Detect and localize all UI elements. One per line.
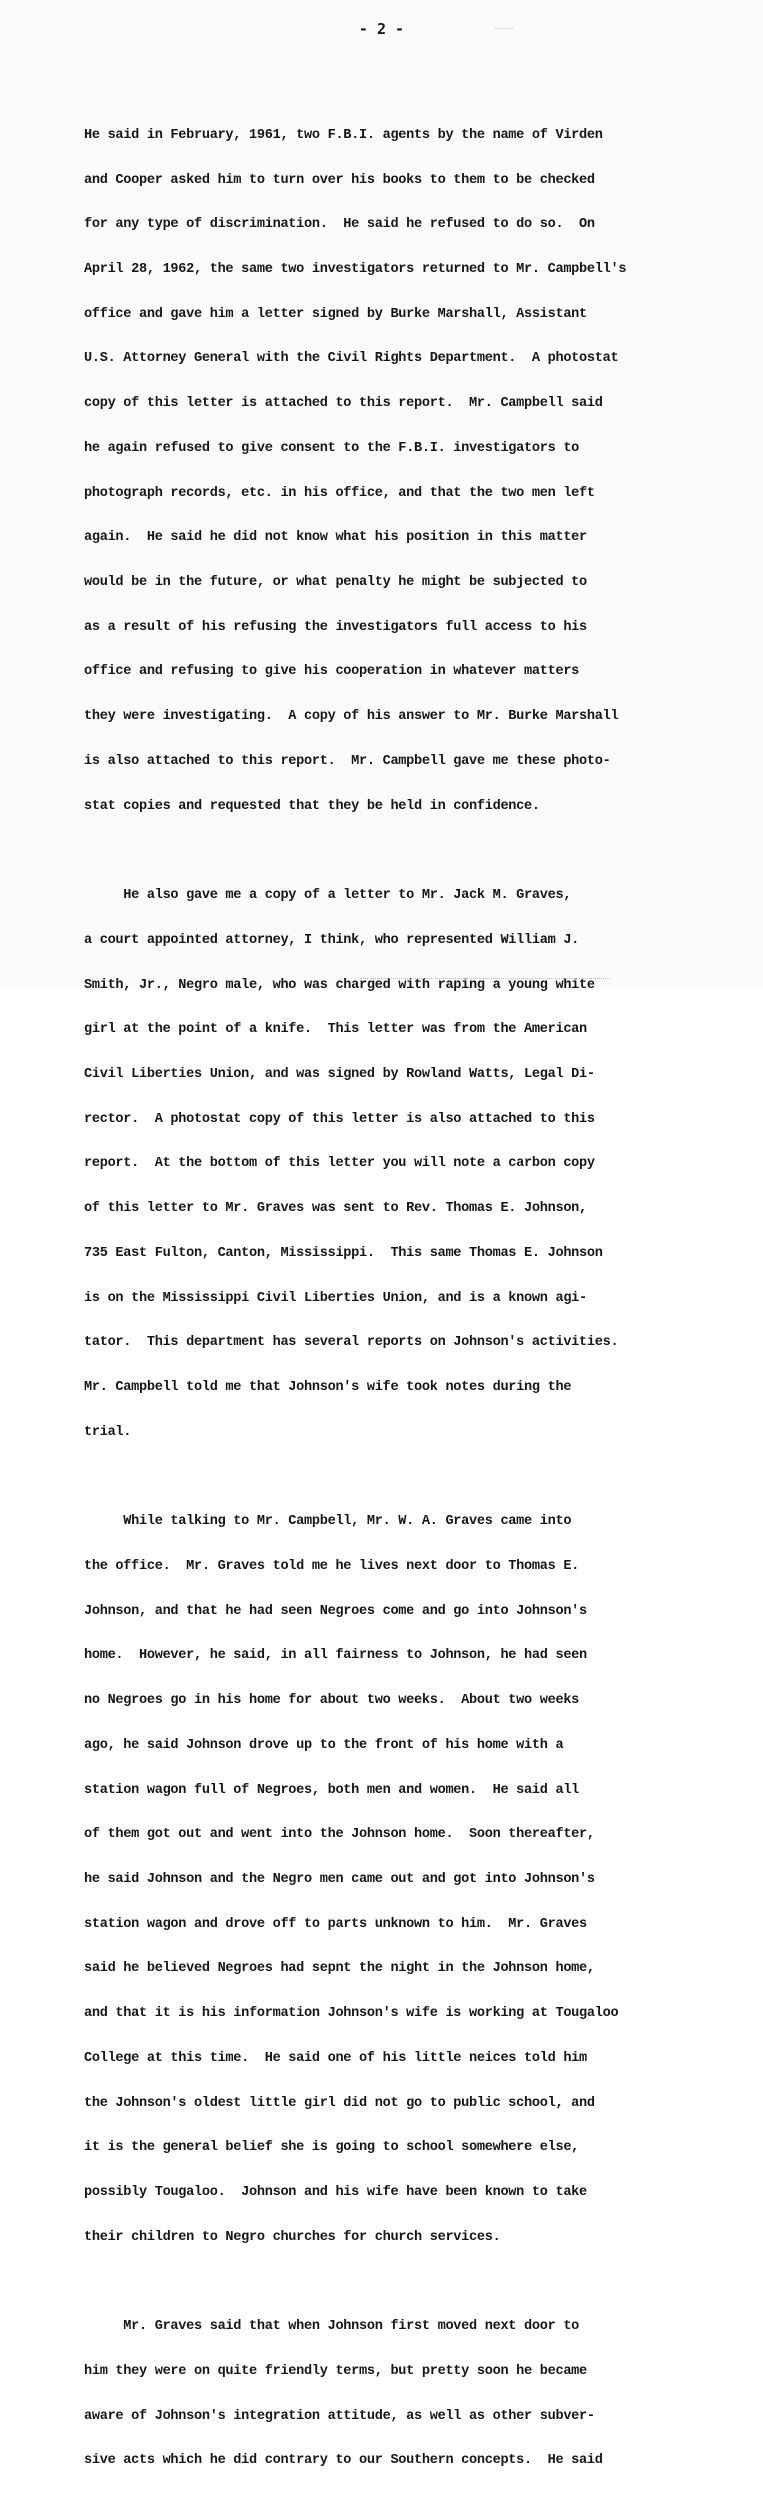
text-line: no Negroes go in his home for about two weeks. About two weeks	[84, 1693, 580, 1709]
text-line: a court appointed attorney, I think, who represented William J.	[84, 932, 580, 948]
text-line: he said Johnson and the Negro men came out and got into Johnson's	[84, 1872, 595, 1888]
paragraph	[84, 99, 704, 844]
text-line: He also gave me a copy of a letter to Mr. Jack M. Graves,	[84, 888, 572, 904]
text-line: stat copies and requested that they be held in confidence.	[84, 798, 540, 814]
text-line: and Cooper asked him to turn over his books to them to be checked	[84, 172, 595, 188]
text-line: would be in the future, or what penalty he might be subjected to	[84, 575, 587, 590]
text-line: sive acts which he did contrary to our Southern concepts. He said	[84, 2453, 603, 2469]
scan-mark	[495, 28, 513, 32]
text-line: U.S. Attorney General with the Civil Rights Department. A photostat	[84, 351, 619, 367]
text-line: said he believed Negroes had sepnt the night in the Johnson home,	[84, 1961, 595, 1977]
text-line: Mr. Campbell told me that Johnson's wife took notes during the	[84, 1380, 572, 1396]
text-line: of them got out and went into the Johnson home. Soon thereafter,	[84, 1827, 595, 1843]
text-line: ago, he said Johnson drove up to the front of his home with a	[84, 1737, 564, 1753]
text-line: photograph records, etc. in his office, and that the two men left	[84, 485, 595, 501]
text-line: the Johnson's oldest little girl did not go to public school, and	[84, 2095, 595, 2111]
text-line: they were investigating. A copy of his answer to Mr. Burke Marshall	[84, 709, 619, 725]
text-line: While talking to Mr. Campbell, Mr. W. A. Graves came into	[84, 1514, 572, 1530]
text-line: office and gave him a letter signed by Burke Marshall, Assistant	[84, 306, 587, 322]
text-line: of this letter to Mr. Graves was sent to Rev. Thomas E. Johnson,	[84, 1201, 587, 1217]
text-line: and that it is his information Johnson's wife is working at Tougaloo	[84, 2006, 619, 2022]
text-line: their children to Negro churches for church services.	[84, 2229, 501, 2245]
text-line: He said in February, 1961, two F.B.I. agents by the name of Virden	[84, 127, 603, 143]
text-line: again. He said he did not know what his position in this matter	[84, 530, 587, 546]
text-line: aware of Johnson's integration attitude, as well as other subver-	[84, 2408, 595, 2424]
paragraph	[84, 859, 704, 1470]
text-line: April 28, 1962, the same two investigators returned to Mr. Campbell's	[84, 261, 627, 277]
text-line: the office. Mr. Graves told me he lives next door to Thomas E.	[84, 1559, 580, 1574]
text-line: it is the general belief she is going to school somewhere else,	[84, 2140, 580, 2156]
text-line: copy of this letter is attached to this report. Mr. Campbell said	[84, 396, 603, 412]
document-body	[84, 99, 704, 2514]
text-line: him they were on quite friendly terms, but pretty soon he became	[84, 2364, 587, 2380]
text-line: rector. A photostat copy of this letter is also attached to this	[84, 1111, 595, 1127]
text-line: for any type of discrimination. He said he refused to do so. On	[84, 217, 595, 233]
text-line: Smith, Jr., Negro male, who was charged with raping a young white	[84, 977, 595, 993]
paragraph	[84, 2291, 704, 2500]
page-number: - 2 -	[358, 20, 405, 38]
text-line: home. However, he said, in all fairness to Johnson, he had seen	[84, 1648, 587, 1664]
text-line: he again refused to give consent to the F.B.I. investigators to	[84, 440, 580, 456]
scan-artifact	[360, 978, 610, 983]
text-line: is on the Mississippi Civil Liberties Union, and is a known agi-	[84, 1290, 587, 1306]
text-line: Johnson, and that he had seen Negroes come and go into Johnson's	[84, 1603, 587, 1619]
text-line: College at this time. He said one of his little neices told him	[84, 2050, 587, 2066]
text-line: as a result of his refusing the investigators full access to his	[84, 619, 587, 635]
text-line: station wagon and drove off to parts unknown to him. Mr. Graves	[84, 1916, 587, 1932]
paragraph	[84, 1485, 704, 2275]
text-line: 735 East Fulton, Canton, Mississippi. This same Thomas E. Johnson	[84, 1245, 603, 1261]
text-line: report. At the bottom of this letter you will note a carbon copy	[84, 1156, 595, 1172]
text-line: is also attached to this report. Mr. Campbell gave me these photo-	[84, 753, 611, 769]
text-line: office and refusing to give his cooperation in whatever matters	[84, 664, 580, 680]
text-line: possibly Tougaloo. Johnson and his wife have been known to take	[84, 2185, 587, 2201]
text-line: station wagon full of Negroes, both men and women. He said all	[84, 1782, 580, 1798]
text-line: trial.	[84, 1424, 132, 1440]
text-line: Mr. Graves said that when Johnson first moved next door to	[84, 2319, 580, 2335]
text-line: tator. This department has several reports on Johnson's activities.	[84, 1335, 619, 1351]
text-line: girl at the point of a knife. This letter was from the American	[84, 1022, 587, 1038]
text-line: Civil Liberties Union, and was signed by Rowland Watts, Legal Di-	[84, 1067, 595, 1082]
